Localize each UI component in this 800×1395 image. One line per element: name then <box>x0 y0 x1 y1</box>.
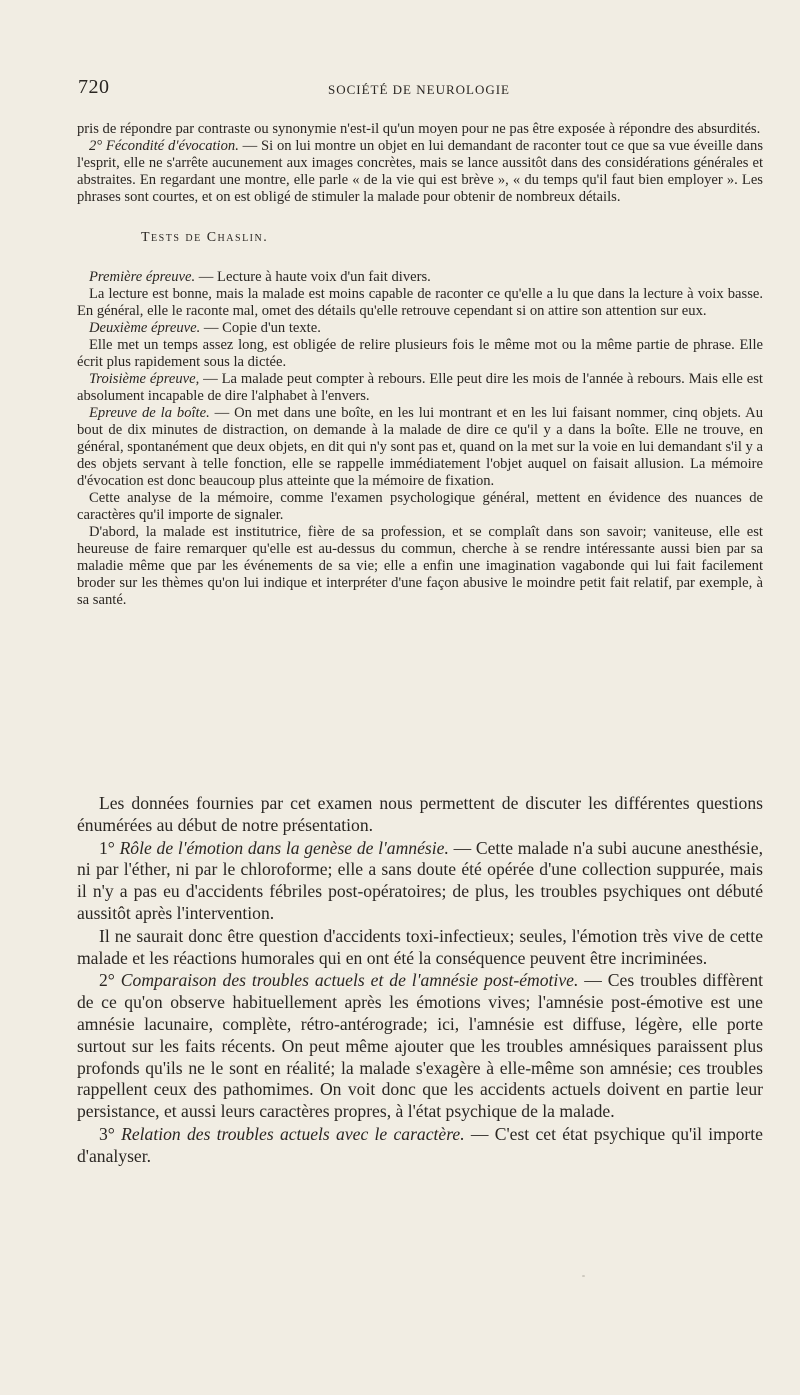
test-label: Epreuve de la boîte. <box>89 405 210 421</box>
test-second <box>77 320 763 337</box>
question-2 <box>77 970 763 1123</box>
paragraph: Cette analyse de la mémoire, comme l'examen psychologique général, mettent en évidence des nuances de caractères qu'il importe de signaler. <box>77 490 763 523</box>
section-heading: Tests de Chaslin. <box>141 230 269 245</box>
question-label: Comparaison des troubles actuels et de l'amnésie post-émotive. <box>120 970 579 991</box>
test-third <box>77 371 763 405</box>
test-label: Deuxième épreuve. <box>89 320 201 336</box>
test-label: Première épreuve. <box>89 269 196 285</box>
test-label: Troisième épreuve, <box>89 371 200 387</box>
paper-speck <box>682 410 684 412</box>
paragraph: Il ne saurait donc être question d'accidents toxi-infectieux; seules, l'émotion très vive de cette malade et les réactions humorales qui en ont été la conséquence peuvent être incriminées. <box>77 925 763 968</box>
question-label: Rôle de l'émotion dans la genèse de l'amnésie. <box>119 837 449 858</box>
question-number: 1° <box>99 837 120 858</box>
small-print-section <box>77 121 763 609</box>
paragraph: La lecture est bonne, mais la malade est moins capable de raconter ce qu'elle a lu que dans la lecture à voix basse. En général, elle le raconte mal, omet des détails qu'elle retrouve cependant si on attire son attention sur eux. <box>77 286 763 319</box>
paragraph-fecondite <box>77 138 763 206</box>
paragraph: pris de répondre par contraste ou synonymie n'est-il qu'un moyen pour ne pas être exposée à répondre des absurdités. <box>77 121 761 137</box>
paragraph-intro: Les données fournies par cet examen nous permettent de discuter les différentes questions énumérées au début de notre présentation. <box>77 793 763 835</box>
large-print-section <box>77 793 763 1168</box>
question-label: Relation des troubles actuels avec le caractère. <box>121 1123 465 1144</box>
test-box <box>77 405 763 490</box>
page-header <box>78 76 760 100</box>
test-first <box>77 269 763 286</box>
question-1 <box>77 838 763 925</box>
paper-speck <box>582 1275 585 1277</box>
paragraph: D'abord, la malade est institutrice, fière de sa profession, et se complaît dans son savoir; vaniteuse, elle est heureuse de faire remarquer qu'elle est au-dessus du commun, cherche à se rendre intéressante aussi bien par sa maladie même que par les événements de sa vie; elle a enfin une imagination vagabonde qui lui fait facilement broder sur les thèmes qu'on lui indique et interpréter d'une façon abusive le moindre petit fait relatif, par exemple, à sa santé. <box>77 524 763 608</box>
question-3 <box>77 1124 763 1168</box>
test-text: — Lecture à haute voix d'un fait divers. <box>195 269 431 285</box>
paragraph: Elle met un temps assez long, est obligée de relire plusieurs fois le même mot ou la même partie de phrase. Elle écrit plus rapidement sous la dictée. <box>77 337 763 370</box>
item-text: — Si on lui montre un objet en lui demandant de raconter tout ce que sa vue éveille dans l'esprit, elle ne s'arrête aucunement aux images concrètes, mais se lance aussitôt dans des considérations générales et abstraites. En regardant une montre, elle parle « de la vie qui est brève », « du temps qu'il faut bien employer ». Les phrases sont courtes, et on est obligé de stimuler la malade pour obtenir de nombreux détails. <box>77 138 763 205</box>
test-text: — Copie d'un texte. <box>200 320 321 336</box>
running-title: SOCIÉTÉ DE NEUROLOGIE <box>327 82 511 97</box>
test-text: — La malade peut compter à rebours. Elle peut dire les mois de l'année à rebours. Mais elle est absolument incapable de dire l'alphabet à l'envers. <box>77 371 763 404</box>
question-text: — Ces troubles diffèrent de ce qu'on observe habituellement après les émotions vives; l'amnésie post-émotive est une amnésie lacunaire, complète, rétro-antérograde; ici, l'amnésie est diffuse, légère, elle porte surtout sur les faits récents. On peut même ajouter que les troubles amnésiques paraissent plus profonds qu'ils ne le sont en réalité; la malade s'exagère à elle-même son amnésie; ces troubles rappellent ceux des pathomimes. On voit donc que les accidents actuels doivent en partie leur persistance, et aussi leurs caractères propres, à l'état psychique de la malade. <box>77 970 764 1122</box>
question-number: 3° <box>99 1123 122 1144</box>
item-label: 2° Fécondité d'évocation. <box>89 138 239 154</box>
page-number: 720 <box>78 76 110 98</box>
question-text: — C'est cet état psychique qu'il importe d'analyser. <box>77 1123 763 1166</box>
question-number: 2° <box>99 970 121 991</box>
test-text: — On met dans une boîte, en les lui montrant et en les lui faisant nommer, cinq objets. Au bout de dix minutes de distraction, on demande à la malade de dire ce qu'il y a dans la boîte. Elle ne trouve, en général, spontanément que deux objets, en dit qui n'y sont pas et, quand on la met sur la voie en lui demandant s'il y a des objets servant à telle fonction, elle se rappelle immédiatement l'objet auquel on faisait allusion. La mémoire d'évocation est donc beaucoup plus atteinte que la mémoire de fixation. <box>77 405 763 489</box>
question-text: — Cette malade n'a subi aucune anesthésie, ni par l'éther, ni par le chloroforme; elle a sans doute été opérée d'une collection suppurée, mais il n'y a pas eu d'accidents fébriles post-opératoires; de plus, les troubles psychiques ont débuté aussitôt après l'intervention. <box>77 837 764 923</box>
